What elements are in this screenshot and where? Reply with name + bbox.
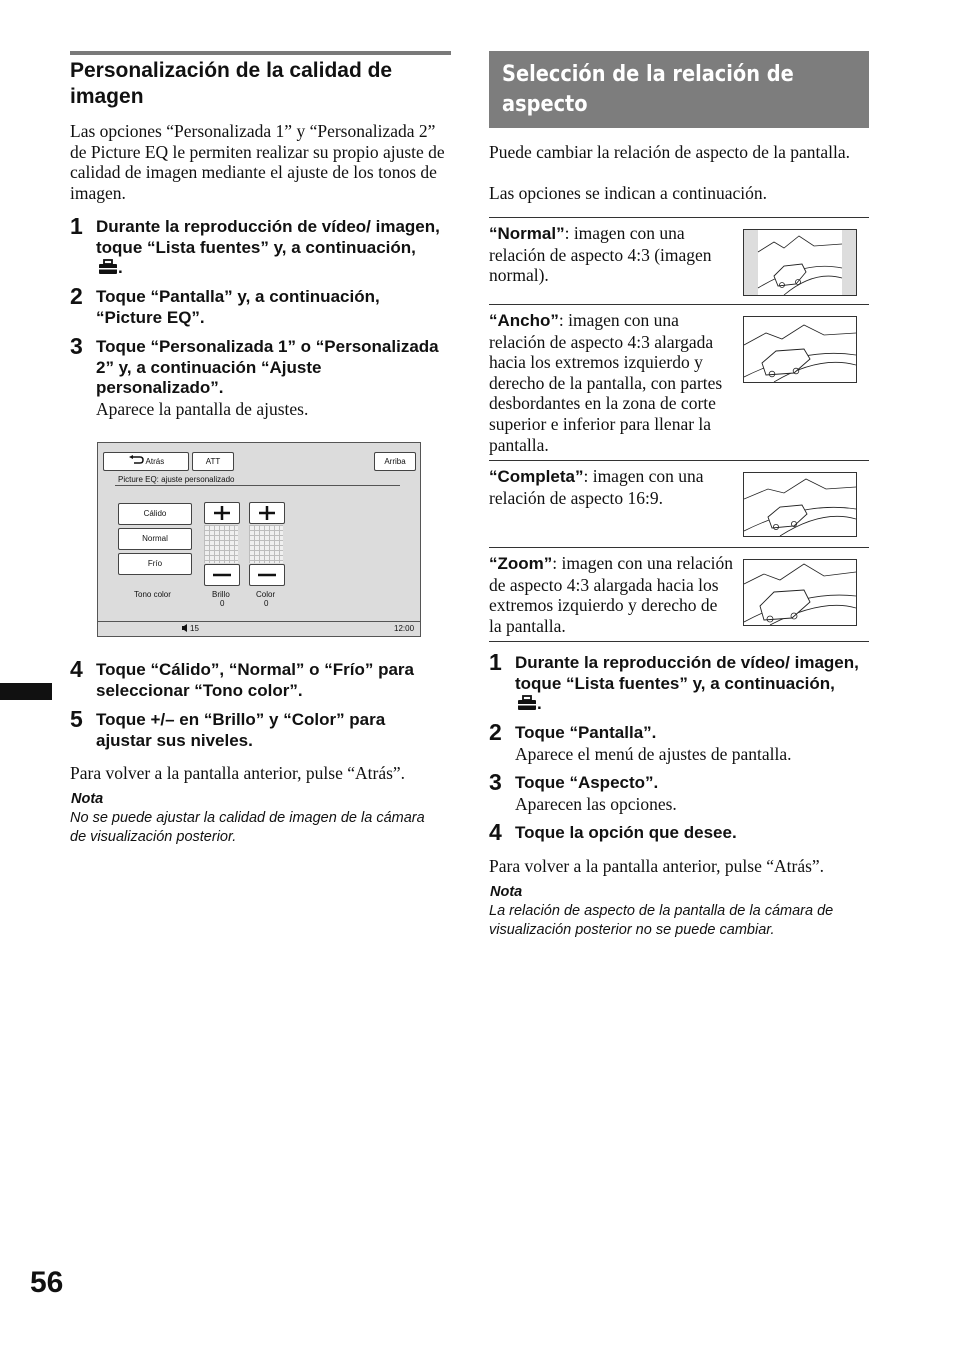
nota-text: No se puede ajustar la calidad de imagen de la cámara de visualización posterior. — [70, 810, 425, 845]
side-tab-marker — [0, 683, 52, 700]
step-number: 4 — [489, 819, 502, 845]
volume-value: 15 — [190, 624, 199, 633]
brillo-plus-button[interactable] — [204, 502, 240, 524]
tone-color-label: Tono color — [134, 590, 171, 599]
brillo-minus-button[interactable] — [204, 564, 240, 586]
aspect-intro-1: Puede cambiar la relación de aspecto de la pantalla. — [489, 142, 851, 162]
back-label: Atrás — [145, 457, 165, 466]
option-desc: : imagen con una relación de aspecto 4:3 alargada hacia los extremos izquierdo y derecho de la pantalla, con partes desbordantes en la zona de corte superior e inferior para llenar la pantalla. — [489, 310, 723, 455]
section-rule — [70, 51, 451, 55]
aspect-step-3-sub: Aparecen las opciones. — [515, 794, 677, 814]
option-name: “Ancho” — [489, 311, 559, 330]
up-button[interactable]: Arriba — [374, 452, 416, 471]
toolbox-icon — [98, 259, 118, 275]
plus-icon — [250, 503, 284, 523]
intro-paragraph: Las opciones “Personalizada 1” y “Personalizada 2” de Picture EQ le permiten realizar su propio ajuste de calidad de imagen mediante el ajuste de los tonos de imagen. — [70, 121, 445, 203]
wide-aspect-image — [743, 316, 857, 383]
return-note: Para volver a la pantalla anterior, pulse “Atrás”. — [70, 763, 406, 783]
plus-icon — [205, 503, 239, 523]
aspect-intro-2: Las opciones se indican a continuación. — [489, 183, 767, 203]
step-1-text — [96, 217, 441, 279]
step-number: 2 — [489, 719, 502, 745]
table-rule — [489, 547, 869, 548]
att-button[interactable]: ATT — [192, 452, 234, 471]
normal-aspect-image — [743, 229, 857, 296]
tone-cold-button[interactable]: Frío — [118, 553, 192, 575]
volume-indicator — [182, 624, 199, 633]
back-button[interactable] — [103, 452, 189, 471]
nota-title: Nota — [71, 791, 104, 807]
zoom-aspect-image — [743, 559, 857, 626]
step-number: 4 — [70, 656, 83, 682]
aspect-step-2-text: Toque “Pantalla”. — [515, 723, 657, 742]
step-text: Durante la reproducción de vídeo/ imagen, toque “Lista fuentes” y, a continuación, — [96, 217, 440, 257]
aspect-nota-title: Nota — [490, 884, 523, 900]
option-desc: : imagen con una relación de aspecto 4:3 (imagen normal). — [489, 223, 712, 286]
brillo-level-grid — [204, 525, 238, 563]
step-number: 1 — [489, 649, 502, 675]
brillo-value: 0 — [220, 599, 225, 608]
aspect-step-1-text — [515, 653, 860, 715]
step-2-text: Toque “Pantalla” y, a continuación, “Picture EQ”. — [96, 287, 380, 327]
aspect-nota-text: La relación de aspecto de la pantalla de la cámara de visualización posterior no se puede cambiar. — [489, 903, 834, 938]
color-value: 0 — [264, 599, 269, 608]
option-completa — [489, 466, 734, 508]
toolbox-icon — [517, 695, 537, 711]
step-5-text: Toque +/– en “Brillo” y “Color” para ajustar sus niveles. — [96, 710, 386, 750]
step-tail: . — [537, 694, 542, 713]
option-normal — [489, 223, 734, 286]
option-ancho — [489, 310, 734, 455]
step-number: 1 — [70, 213, 83, 239]
aspect-step-2-sub: Aparece el menú de ajustes de pantalla. — [515, 744, 792, 764]
table-rule — [489, 460, 869, 461]
step-text: Durante la reproducción de vídeo/ imagen, toque “Lista fuentes” y, a continuación, — [515, 653, 859, 693]
section-heading-text: Selección de la relación de aspecto — [502, 62, 794, 117]
step-3-sub: Aparece la pantalla de ajustes. — [96, 399, 309, 419]
table-rule — [489, 304, 869, 305]
minus-icon — [205, 565, 239, 585]
color-minus-button[interactable] — [249, 564, 285, 586]
aspect-return-note: Para volver a la pantalla anterior, pulse “Atrás”. — [489, 856, 825, 876]
option-zoom — [489, 553, 734, 636]
option-name: “Zoom” — [489, 554, 553, 573]
title-underline — [115, 485, 400, 486]
color-level-grid — [249, 525, 283, 563]
color-label: Color — [256, 590, 276, 599]
brillo-label: Brillo — [212, 590, 230, 599]
option-name: “Completa” — [489, 467, 584, 486]
option-desc: : imagen con una relación de aspecto 16:9. — [489, 466, 704, 508]
step-number: 3 — [70, 333, 83, 359]
screen-title: Picture EQ: ajuste personalizado — [118, 475, 235, 484]
section-heading-aspect — [489, 51, 869, 128]
step-3-text: Toque “Personalizada 1” o “Personalizada 2” y, a continuación “Ajuste personalizado”. — [96, 337, 439, 397]
clock: 12:00 — [394, 624, 415, 633]
aspect-step-4-text: Toque la opción que desee. — [515, 823, 737, 842]
color-plus-button[interactable] — [249, 502, 285, 524]
status-divider — [98, 621, 420, 622]
step-number: 5 — [70, 706, 83, 732]
back-arrow-icon — [128, 455, 144, 465]
step-4-text: Toque “Cálido”, “Normal” o “Frío” para seleccionar “Tono color”. — [96, 660, 414, 700]
option-desc: : imagen con una relación de aspecto 4:3 alargada hacia los extremos izquierdo y derecho de la pantalla. — [489, 553, 734, 636]
tone-warm-button[interactable]: Cálido — [118, 503, 192, 525]
page-number: 56 — [30, 1266, 64, 1299]
section-heading-image-quality: Personalización de la calidad de imagen — [70, 59, 393, 108]
aspect-step-3-text: Toque “Aspecto”. — [515, 773, 659, 792]
speaker-icon — [182, 624, 190, 632]
full-aspect-image — [743, 472, 857, 537]
step-tail: . — [118, 258, 123, 277]
step-number: 2 — [70, 283, 83, 309]
minus-icon — [250, 565, 284, 585]
option-name: “Normal” — [489, 224, 565, 243]
settings-screen — [97, 442, 421, 637]
table-rule — [489, 217, 869, 218]
step-number: 3 — [489, 769, 502, 795]
tone-normal-button[interactable]: Normal — [118, 528, 192, 550]
table-rule — [489, 641, 869, 642]
